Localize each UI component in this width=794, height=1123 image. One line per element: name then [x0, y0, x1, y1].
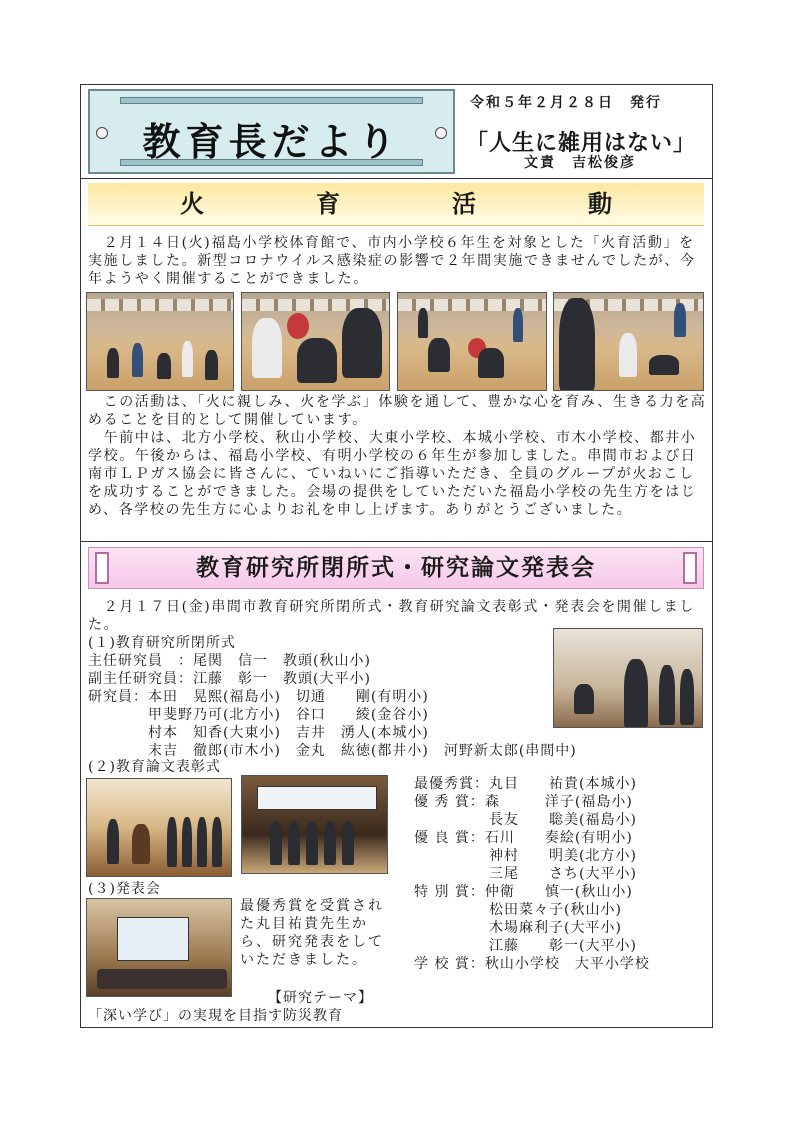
section1-banner: [88, 183, 704, 226]
motto: 「人生に雑用はない」: [466, 131, 697, 156]
award-line: 学 校 賞：秋山小学校 大平小学校: [414, 956, 650, 972]
award-line: 江藤 彰一(大平小): [414, 938, 637, 954]
section2-heading: 教育研究所閉所式・研究論文発表会: [196, 555, 596, 581]
fire-activity-photo-2: [241, 292, 390, 391]
subheading-presentation: (３)発表会: [88, 881, 161, 897]
section1-heading: 火 育 活 動: [180, 190, 656, 218]
research-theme-heading: 【研究テーマ】: [268, 990, 373, 1006]
researcher-line: 甲斐野乃可(北方小) 谷口 綾(金谷小): [88, 707, 429, 723]
award-ceremony-photo-1: [86, 778, 232, 877]
closing-ceremony-photo: [553, 628, 703, 728]
award-line: 木場麻利子(大平小): [414, 920, 622, 936]
award-line: 優 良 賞：石川 奏絵(有明小): [414, 830, 633, 846]
presentation-photo: [86, 898, 232, 997]
award-line: 最優秀賞：丸目 祐貴(本城小): [414, 776, 637, 792]
award-line: 神村 明美(北方小): [414, 848, 637, 864]
author: 文責 吉松俊彦: [524, 155, 636, 171]
section2-intro: ２月１７日(金)串間市教育研究所閉所式・教育研究論文表彰式・発表会を開催しました。: [88, 599, 695, 633]
section-divider: [80, 541, 713, 542]
award-line: 三尾 さち(大平小): [414, 866, 637, 882]
research-theme: 「深い学び」の実現を目指す防災教育: [88, 1008, 343, 1024]
newsletter-title: 教育長だより: [142, 120, 401, 164]
award-ceremony-photo-2: [241, 775, 388, 874]
presentation-text: 最優秀賞を受賞された丸目祐貴先生から、研究発表をしていただきました。: [240, 898, 384, 968]
banner-bar-top: [120, 97, 423, 104]
award-line: 松田菜々子(秋山小): [414, 902, 622, 918]
issue-date: 令和５年２月２８日 発行: [470, 95, 662, 111]
subheading-closing-ceremony: (１)教育研究所閉所式: [88, 635, 236, 651]
section1-para2: この活動は、「火に親しみ、火を学ぶ」体験を通して、豊かな心を育み、生きる力を高めることを目的として開催しています。 午前中は、北方小学校、秋山小学校、大東小学校、本城小学校、市木小学校、都井小学校。午後からは、福島小学校、有明小学校の６年生が参加しました。串間市および日南市ＬＰガス協会に皆さんに、ていねいにご指導いただき、全員のグループが火おこしを成功することができました。会場の提供をしていただいた福島小学校の先生方をはじめ、各学校の先生方に心よりお礼を申し上げます。ありがとうございました。: [88, 394, 707, 518]
fire-activity-photo-3: [397, 292, 547, 391]
researcher-line: 村本 知香(大東小) 吉井 湧人(本城小): [88, 725, 429, 741]
vice-chief-researcher: 副主任研究員：江藤 彰一 教頭(大平小): [88, 671, 371, 687]
researcher-line: 研究員：本田 晃熙(福島小) 切通 剛(有明小): [88, 689, 429, 705]
section1-para1: ２月１４日(火)福島小学校体育館で、市内小学校６年生を対象とした「火育活動」を実施しました。新型コロナウイルス感染症の影響で２年間実施できませんでしたが、今年ようやく開催することができました。: [88, 235, 696, 287]
award-line: 優 秀 賞：森 洋子(福島小): [414, 794, 633, 810]
header-divider: [80, 178, 713, 179]
section2-banner: [88, 547, 704, 589]
masthead-banner: [88, 89, 455, 174]
researcher-line: 末吉 徹郎(市木小) 金丸 紘徳(都井小) 河野新太郎(串間中): [88, 743, 577, 759]
award-line: 長友 聡美(福島小): [414, 812, 637, 828]
subheading-award-ceremony: (２)教育論文表彰式: [88, 759, 221, 775]
award-line: 特 別 賞：仲衛 慎一(秋山小): [414, 884, 633, 900]
fire-activity-photo-1: [86, 292, 234, 391]
fire-activity-photo-4: [553, 292, 704, 391]
chief-researcher: 主任研究員 ：尾関 信一 教頭(秋山小): [88, 653, 371, 669]
